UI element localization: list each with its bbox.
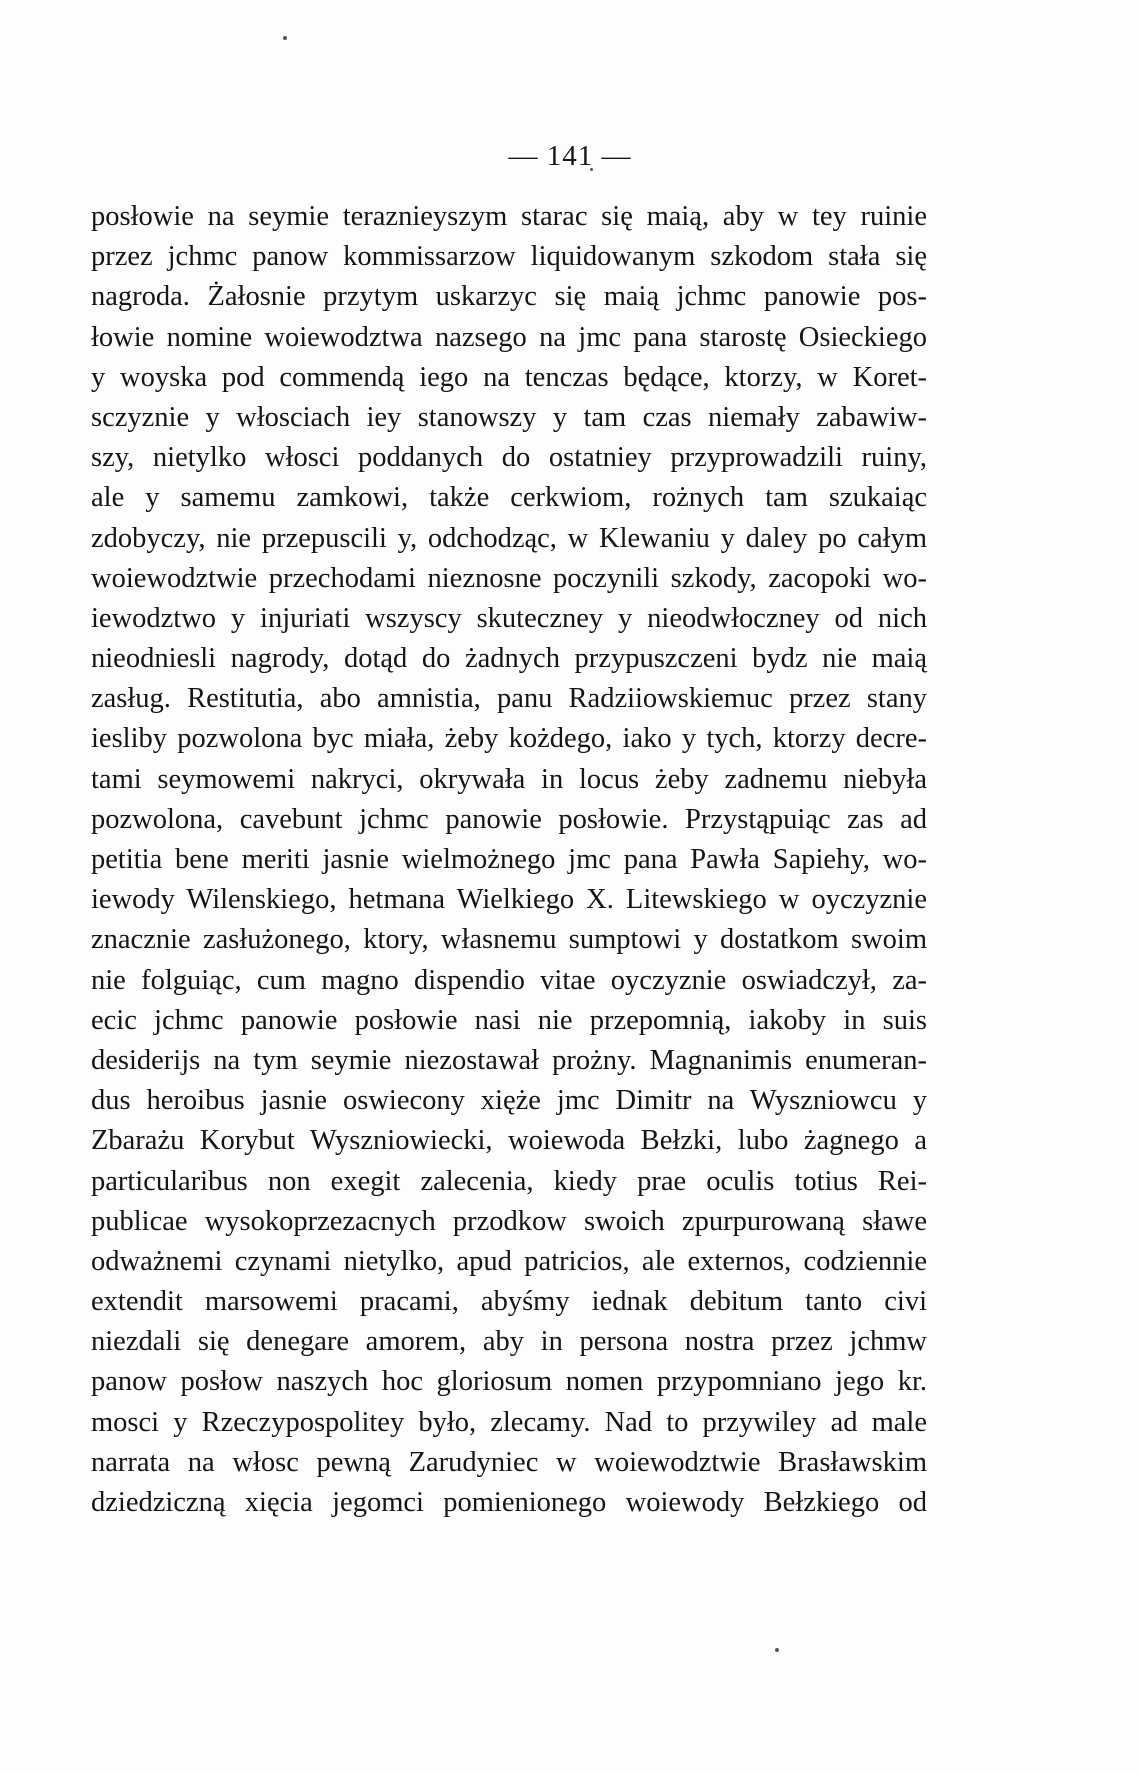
text-line: iesliby pozwolona byc miała, żeby kożdego, iako y tych, ktorzy decre- bbox=[91, 723, 927, 755]
text-line: przez jchmc panow kommissarzow liquidowanym szkodom stała się bbox=[91, 241, 927, 273]
text-line: nieodniesli nagrody, dotąd do żadnych przypuszczeni bydz nie maią bbox=[91, 643, 927, 675]
text-line: łowie nomine woiewodztwa nazsego na jmc pana starostę Osieckiego bbox=[91, 321, 927, 353]
text-line: extendit marsowemi pracami, abyśmy iednak debitum tanto civi bbox=[91, 1286, 927, 1318]
text-line: szy, nietylko włosci poddanych do ostatniey przyprowadzili ruiny, bbox=[91, 442, 927, 474]
page-number: — 141 — bbox=[508, 140, 632, 172]
text-line: petitia bene meriti jasnie wielmożnego jmc pana Pawła Sapiehy, wo- bbox=[91, 844, 927, 875]
text-line: mosci y Rzeczypospolitey było, zlecamy. Nad to przywiley ad male bbox=[91, 1406, 927, 1438]
text-line: Zbarażu Korybut Wyszniowiecki, woiewoda Bełzki, lubo żagnego a bbox=[91, 1125, 927, 1157]
text-line: ale y samemu zamkowi, także cerkwiom, rożnych tam szukaiąc bbox=[91, 482, 927, 514]
text-line: tami seymowemi nakryci, okrywała in locus żeby zadnemu niebyła bbox=[91, 763, 927, 795]
text-line: desiderijs na tym seymie niezostawał prożny. Magnanimis enumeran- bbox=[91, 1044, 927, 1076]
text-line: zdobyczy, nie przepuscili y, odchodząc, w Klewaniu y daley po całym bbox=[91, 522, 927, 554]
text-line: pozwolona, cavebunt jchmc panowie posłowie. Przystąpuiąc zas ad bbox=[91, 803, 927, 835]
text-line: sczyznie y włosciach iey stanowszy y tam czas niemały zabawiw- bbox=[91, 401, 927, 433]
text-line: particularibus non exegit zalecenia, kiedy prae oculis totius Rei- bbox=[91, 1165, 927, 1197]
text-line: iewody Wilenskiego, hetmana Wielkiego X. Litewskiego w oyczyznie bbox=[91, 884, 927, 916]
text-line: zasług. Restitutia, abo amnistia, panu Radziiowskiemuc przez stany bbox=[91, 683, 927, 715]
text-line: y woyska pod commendą iego na tenczas będące, ktorzy, w Koret- bbox=[91, 361, 927, 393]
text-line: ecic jchmc panowie posłowie nasi nie przepomnią, iakoby in suis bbox=[91, 1004, 927, 1036]
text-line: publicae wysokoprzezacnych przodkow swoich zpurpurowaną sławe bbox=[91, 1205, 927, 1237]
text-line: dziedziczną xięcia jegomci pomienionego woiewody Bełzkiego od bbox=[91, 1487, 927, 1518]
print-speck bbox=[283, 36, 287, 40]
text-line: panow posłow naszych hoc gloriosum nomen przypomniano jego kr. bbox=[91, 1366, 927, 1398]
body-text bbox=[91, 197, 927, 1523]
text-line: woiewodztwie przechodami nieznosne poczynili szkody, zacopoki wo- bbox=[91, 562, 927, 594]
text-line: posłowie na seymie teraznieyszym starac się maią, aby w tey ruinie bbox=[91, 201, 927, 232]
text-line: nie folguiąc, cum magno dispendio vitae oyczyznie oswiadczył, za- bbox=[91, 964, 927, 996]
text-line: iewodztwo y injuriati wszyscy skuteczney y nieodwłoczney od nich bbox=[91, 602, 927, 634]
text-line: dus heroibus jasnie oswiecony xięże jmc Dimitr na Wyszniowcu y bbox=[91, 1085, 927, 1117]
print-speck bbox=[775, 1648, 779, 1652]
text-line: nagroda. Żałosnie przytym uskarzyc się maią jchmc panowie pos- bbox=[91, 281, 927, 313]
text-line: narrata na włosc pewną Zarudyniec w woiewodztwie Brasławskim bbox=[91, 1446, 927, 1478]
text-line: znacznie zasłużonego, ktory, własnemu sumptowi y dostatkom swoim bbox=[91, 924, 927, 956]
text-line: niezdali się denegare amorem, aby in persona nostra przez jchmw bbox=[91, 1326, 927, 1358]
text-line: odważnemi czynami nietylko, apud patricios, ale externos, codziennie bbox=[91, 1245, 927, 1277]
